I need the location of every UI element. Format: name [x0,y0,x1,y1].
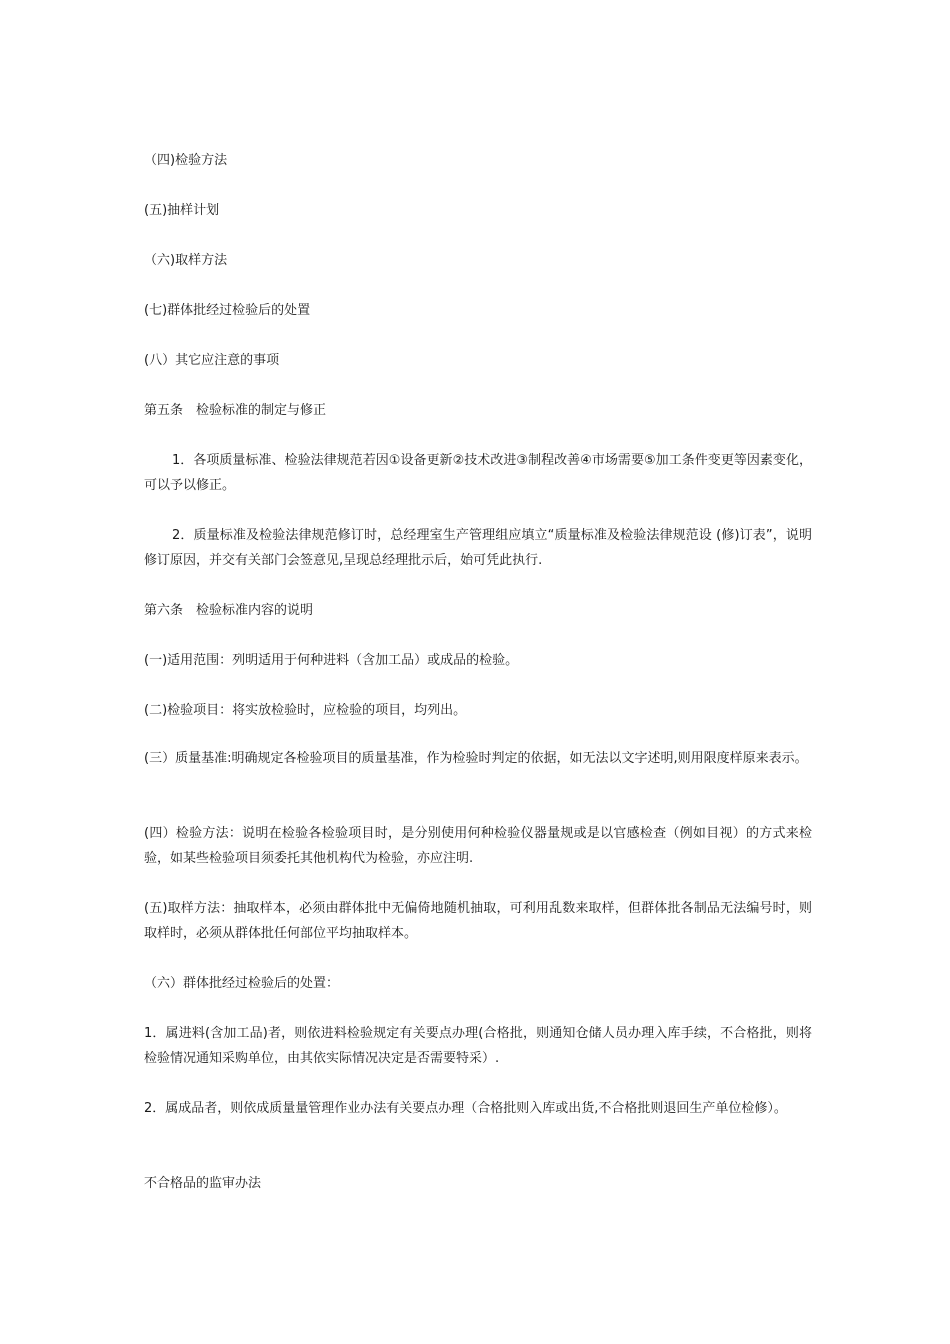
list-item-sampling-plan: (五)抽样计划 [144,203,220,218]
article-six-lot-disposal-heading: （六）群体批经过检验后的处置： [144,976,340,991]
article-six-quality-baseline: (三）质量基准:明确规定各检验项目的质量基准，作为检验时判定的依据，如无法以文字述明,则用限度样原来表示。 [144,751,808,766]
article-six-items: (二)检验项目：将实放检验时，应检验的项目，均列出。 [144,703,467,718]
disposal-item-2: 2．属成品者，则依成质量量管理作业办法有关要点办理（合格批则入库或出货,不合格批则退回生产单位检修）。 [144,1101,787,1116]
list-item-other-notes: (八）其它应注意的事项 [144,353,280,368]
article-six-heading: 第六条 检验标准内容的说明 [144,603,314,618]
list-item-sampling-method: （六)取样方法 [144,253,228,268]
disposal-item-1: 1．属进料(含加工品)者，则依进料检验规定有关要点办理(合格批，则通知仓储人员办理入库手续，不合格批，则将检验情况通知采购单位，由其依实际情况决定是否需要特采）. [144,1026,812,1066]
article-five-heading: 第五条 检验标准的制定与修正 [144,403,327,418]
article-five-item-1: 1．各项质量标准、检验法律规范若因①设备更新②技术改进③制程改善④市场需要⑤加工条件变更等因素变化，可以予以修正。 [144,453,812,493]
article-six-sampling-method: (五)取样方法：抽取样本，必须由群体批中无偏倚地随机抽取，可利用乱数来取样，但群体批各制品无法编号时，则取样时，必须从群体批任何部位平均抽取样本。 [144,901,812,941]
list-item-inspection-method: （四)检验方法 [144,153,228,168]
article-five-item-2: 2．质量标准及检验法律规范修订时，总经理室生产管理组应填立“质量标准及检验法律规范设 (修)订表”，说明修订原因，并交有关部门会签意见,呈现总经理批示后，始可凭此执行. [144,528,812,568]
section-heading-nonconforming: 不合格品的监审办法 [144,1176,262,1191]
article-six-scope: (一)适用范围：列明适用于何种进料（含加工品）或成品的检验。 [144,653,519,668]
list-item-lot-disposal: (七)群体批经过检验后的处置 [144,303,311,318]
article-six-inspection-method: (四）检验方法：说明在检验各检验项目时，是分别使用何种检验仪器量规或是以官感检查（例如目视）的方式来检验，如某些检验项目须委托其他机构代为检验，亦应注明. [144,826,812,866]
